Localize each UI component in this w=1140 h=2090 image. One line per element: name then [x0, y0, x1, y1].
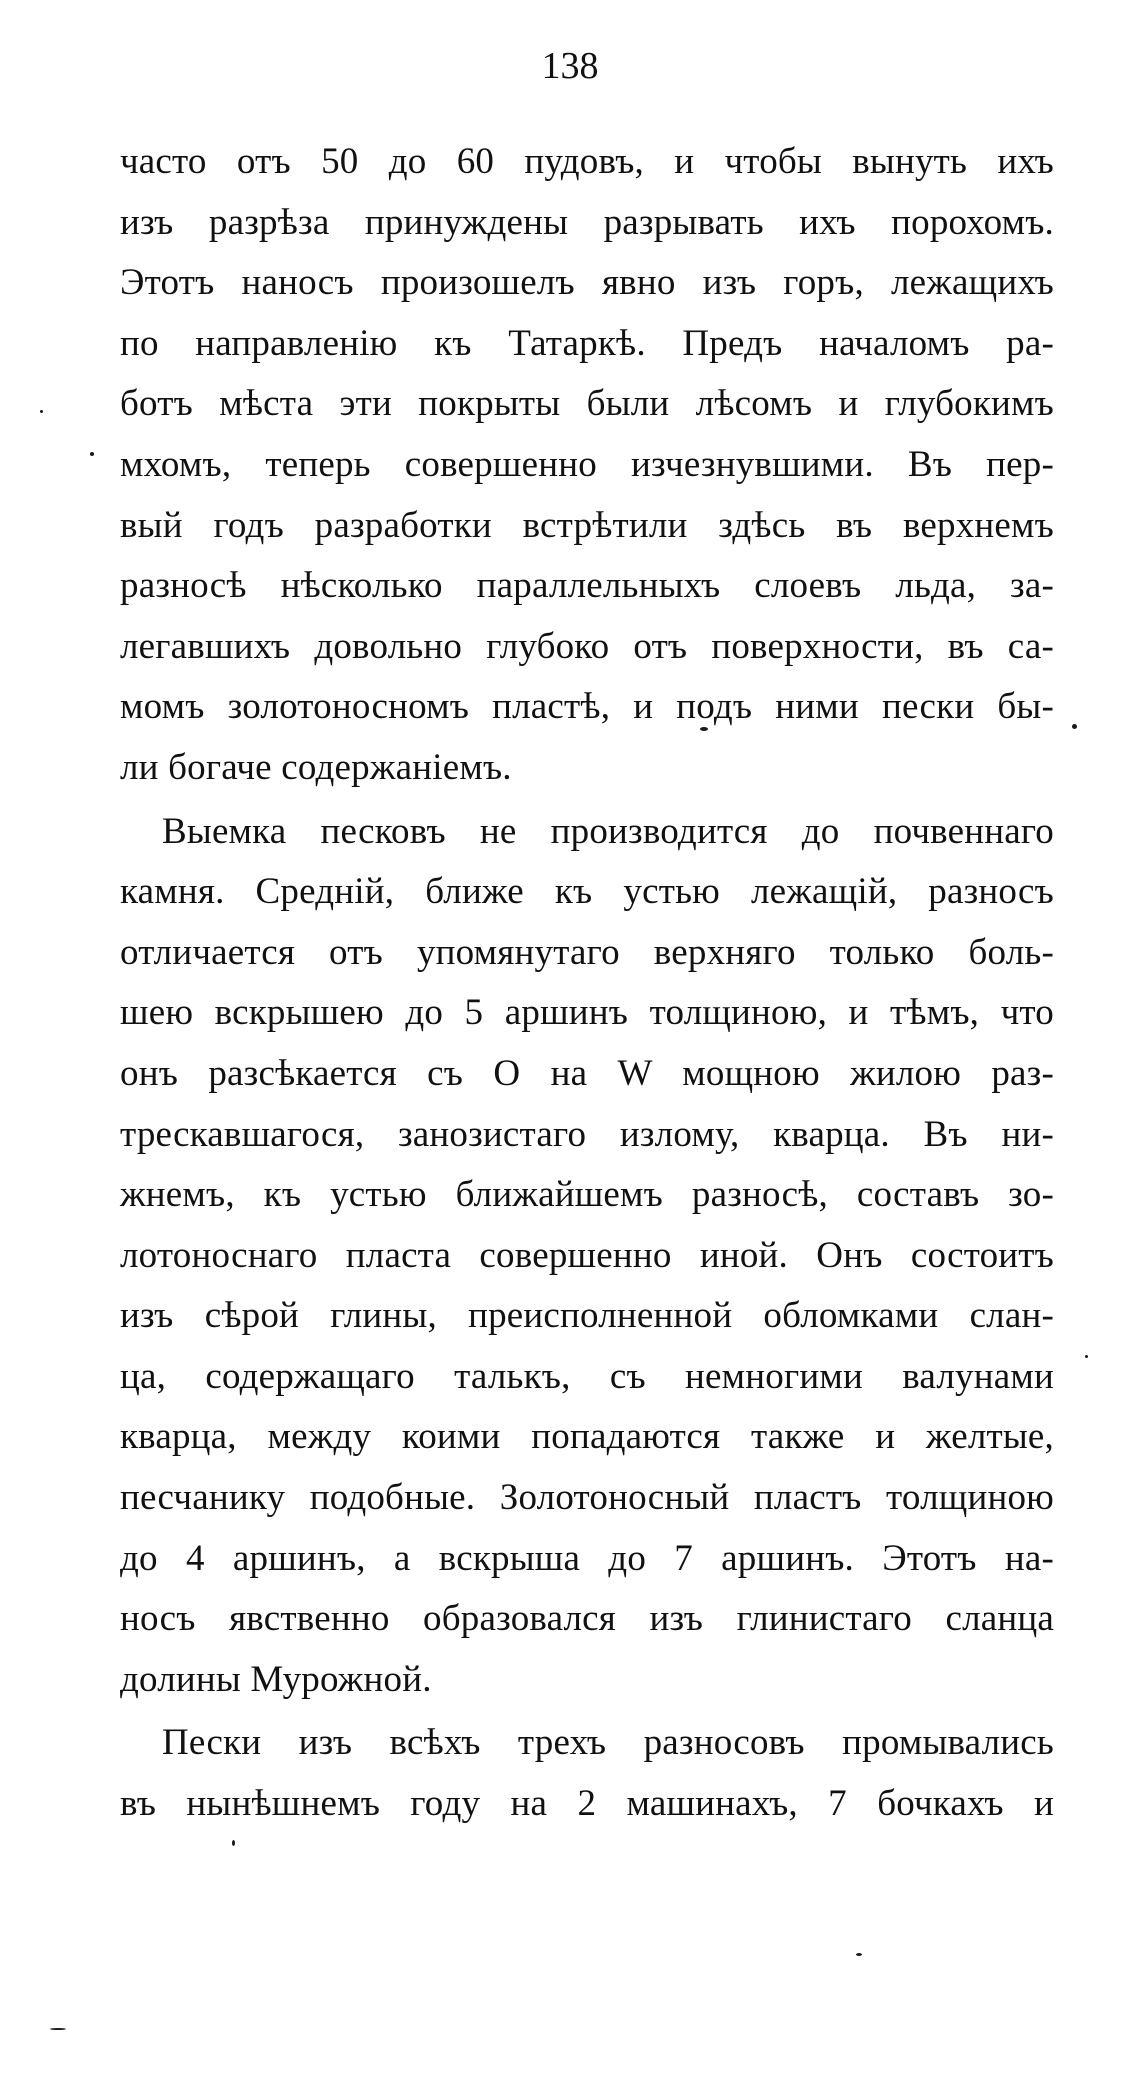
text-line: трескавшагося, занозистаго излому, кварца. Въ ни-	[120, 1113, 1054, 1155]
scan-speck	[232, 1840, 235, 1846]
text-line: песчанику подобные. Золотоносный пластъ толщиною	[120, 1477, 1054, 1519]
scan-speck	[50, 2028, 66, 2030]
text-line: легавшихъ довольно глубоко отъ поверхности, въ са-	[120, 625, 1054, 667]
text-line: онъ разсѣкается съ О на W мощною жилою раз-	[120, 1052, 1054, 1094]
text-line: момъ золотоносномъ пластѣ, и подъ ними пески бы-	[120, 686, 1054, 728]
text-line: въ нынѣшнемъ году на 2 машинахъ, 7 бочкахъ и	[120, 1783, 1054, 1825]
body-text	[120, 132, 1054, 1835]
text-line: шею вскрышею до 5 аршинъ толщиною, и тѣмъ, что	[120, 992, 1054, 1034]
text-line: ботъ мѣста эти покрыты были лѣсомъ и глубокимъ	[120, 383, 1054, 425]
text-line: носъ явственно образовался изъ глинистаго сланца	[120, 1598, 1054, 1640]
text-line: изъ сѣрой глины, преисполненной обломками слан-	[120, 1295, 1054, 1337]
text-line: мхомъ, теперь совершенно изчезнувшими. Въ пер-	[120, 443, 1054, 485]
text-line: Выемка песковъ не производится до почвеннаго	[162, 810, 1054, 852]
text-line: Пески изъ всѣхъ трехъ разносовъ промывались	[162, 1722, 1054, 1764]
text-line: ца, содержащаго талькъ, съ немногими валунами	[120, 1355, 1054, 1397]
text-line: изъ разрѣза принуждены разрывать ихъ порохомъ.	[120, 201, 1054, 243]
scan-speck	[1085, 1355, 1088, 1358]
scan-speck	[700, 727, 708, 731]
text-line: часто отъ 50 до 60 пудовъ, и чтобы вынуть ихъ	[120, 141, 1054, 182]
text-line: камня. Средній, ближе къ устью лежащій, разносъ	[120, 871, 1054, 913]
text-line: жнемъ, къ устью ближайшемъ разносѣ, составъ зо-	[120, 1174, 1054, 1216]
text-line: кварца, между коими попадаются также и желтые,	[120, 1416, 1054, 1458]
text-line: долины Мурожной.	[120, 1658, 432, 1700]
text-line: до 4 аршинъ, а вскрыша до 7 аршинъ. Этотъ на-	[120, 1537, 1054, 1579]
text-line: вый годъ разработки встрѣтили здѣсь въ верхнемъ	[120, 504, 1054, 546]
text-line: лотоноснаго пласта совершенно иной. Онъ состоитъ	[120, 1234, 1054, 1276]
paragraph-1	[120, 132, 1054, 799]
scan-speck	[856, 1953, 862, 1956]
scan-speck	[40, 410, 43, 413]
paragraph-2	[120, 802, 1054, 1711]
text-line: отличается отъ упомянутаго верхняго только боль-	[120, 931, 1054, 973]
paragraph-3	[120, 1713, 1054, 1834]
text-line: по направленію къ Татаркѣ. Предъ началомъ ра-	[120, 322, 1054, 364]
text-line: разносѣ нѣсколько параллельныхъ слоевъ льда, за-	[120, 565, 1054, 607]
scan-speck	[90, 452, 94, 456]
text-line: Этотъ наносъ произошелъ явно изъ горъ, лежащихъ	[120, 262, 1054, 304]
text-line: ли богаче содержаніемъ.	[120, 746, 512, 788]
scan-speck	[1072, 724, 1077, 729]
page-number: 138	[541, 45, 599, 87]
